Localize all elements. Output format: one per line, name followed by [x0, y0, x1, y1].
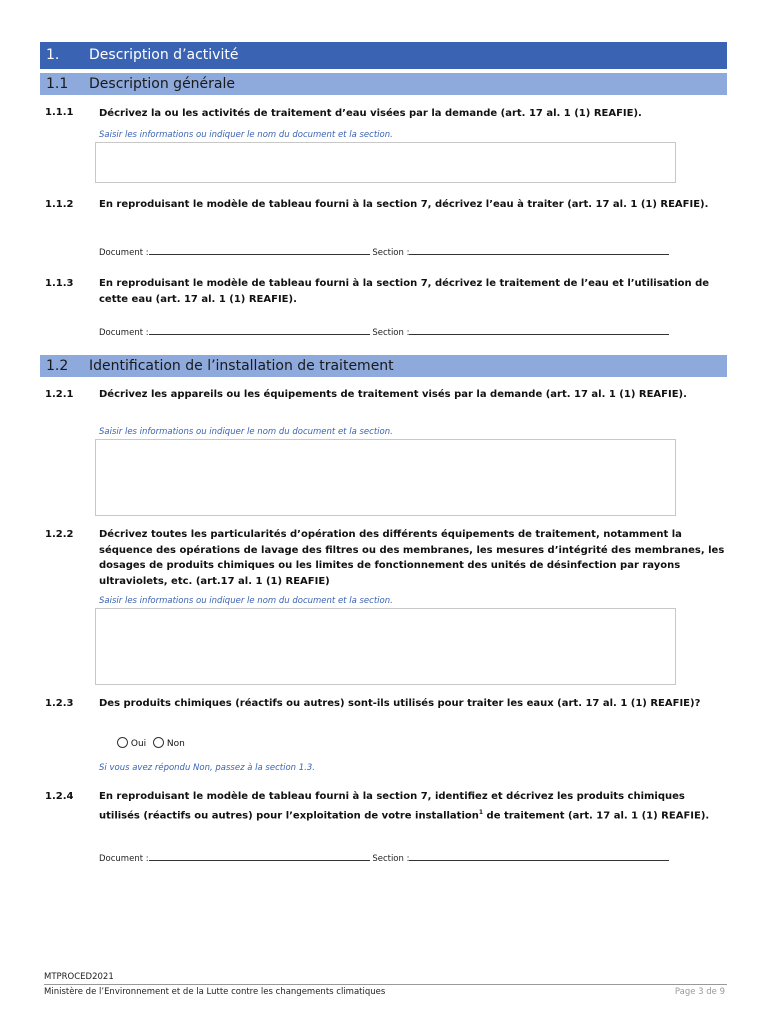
input-hint: Saisir les informations ou indiquer le nom du document et la section.	[99, 596, 393, 606]
yes-no-radio-group	[117, 737, 189, 749]
document-section-line	[99, 325, 669, 338]
question-text-part: En reproduisant le modèle de tableau fourni à la section 7, identifiez et décrivez les produits chimiques utilisés (réactifs ou autres) pour l’exploitation de votre installation	[99, 791, 685, 821]
footnote-reference[interactable]: 1	[478, 808, 484, 816]
answer-textbox-1-1-1[interactable]	[95, 142, 676, 183]
document-field[interactable]	[149, 851, 370, 861]
section-label: Section :	[372, 328, 410, 338]
radio-non-label: Non	[166, 739, 185, 749]
question-number: 1.2.1	[45, 389, 74, 400]
input-hint: Saisir les informations ou indiquer le nom du document et la section.	[99, 427, 393, 437]
answer-textbox-1-2-1[interactable]	[95, 439, 676, 516]
question-number: 1.2.2	[45, 529, 74, 540]
question-text-part: de traitement (art. 17 al. 1 (1) REAFIE).	[483, 809, 710, 821]
question-text: Des produits chimiques (réactifs ou autres) sont-ils utilisés pour traiter les eaux (art. 17 al. 1 (1) REAFIE)?	[99, 698, 701, 709]
section-number: 1.1	[46, 76, 69, 92]
radio-oui[interactable]	[117, 737, 128, 748]
section-field[interactable]	[409, 325, 669, 335]
section-field[interactable]	[409, 245, 669, 255]
question-text: En reproduisant le modèle de tableau fourni à la section 7, décrivez le traitement de l’eau et l’utilisation de cette eau (art. 17 al. 1 (1) REAFIE).	[99, 278, 710, 305]
page-number: Page 3 de 9	[674, 987, 725, 997]
document-field[interactable]	[149, 245, 370, 255]
question-number: 1.2.3	[45, 698, 74, 709]
section-header-1-1	[40, 73, 727, 95]
section-title: Description générale	[89, 76, 236, 92]
question-text: Décrivez toutes les particularités d’opération des différents équipements de traitement, notamment la séquence des opérations de lavage des filtres ou des membranes, les mesures d’intégrité des membranes, les dosages de produits chimiques ou les limites de fonctionnement des unités de désinfection par rayons ultraviolets, etc. (art.17 al. 1 (1) REAFIE)	[99, 529, 725, 587]
section-header-1-2	[40, 355, 727, 377]
section-label: Section :	[372, 854, 410, 864]
question-text: Décrivez les appareils ou les équipements de traitement visés par la demande (art. 17 al. 1 (1) REAFIE).	[99, 389, 687, 400]
question-number: 1.2.4	[45, 791, 74, 802]
question-number: 1.1.2	[45, 199, 74, 210]
document-section-line	[99, 245, 669, 258]
question-number: 1.1.1	[45, 107, 74, 118]
section-number: 1.	[46, 47, 60, 63]
section-label: Section :	[372, 248, 410, 258]
footer-divider	[44, 984, 727, 985]
input-hint: Saisir les informations ou indiquer le nom du document et la section.	[99, 130, 393, 140]
answer-textbox-1-2-2[interactable]	[95, 608, 676, 685]
document-label: Document :	[99, 328, 149, 338]
radio-non[interactable]	[153, 737, 164, 748]
question-number: 1.1.3	[45, 278, 74, 289]
conditional-instruction: Si vous avez répondu Non, passez à la section 1.3.	[99, 763, 315, 773]
document-section-line	[99, 851, 669, 864]
document-field[interactable]	[149, 325, 370, 335]
document-label: Document :	[99, 854, 149, 864]
section-header-1	[40, 42, 727, 69]
section-field[interactable]	[409, 851, 669, 861]
section-title: Identification de l’installation de traitement	[89, 358, 394, 374]
question-text: En reproduisant le modèle de tableau fourni à la section 7, décrivez l’eau à traiter (art. 17 al. 1 (1) REAFIE).	[99, 199, 709, 210]
question-text: Décrivez la ou les activités de traitement d’eau visées par la demande (art. 17 al. 1 (1) REAFIE).	[99, 108, 642, 119]
section-number: 1.2	[46, 358, 69, 374]
form-code: MTPROCED2021	[44, 972, 114, 982]
radio-oui-label: Oui	[130, 739, 147, 749]
footer-organization: Ministère de l’Environnement et de la Lutte contre les changements climatiques	[44, 987, 386, 997]
section-title: Description d’activité	[89, 47, 239, 63]
document-label: Document :	[99, 248, 149, 258]
question-text	[99, 789, 727, 823]
